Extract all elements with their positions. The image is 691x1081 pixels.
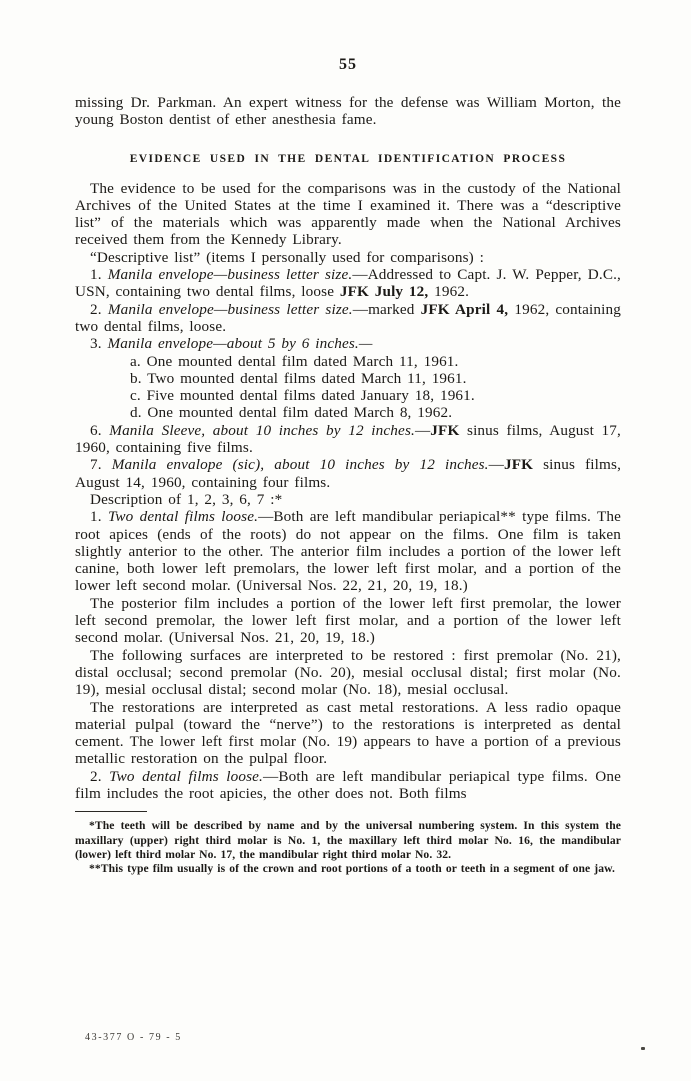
description-item-2 — [75, 768, 621, 803]
paragraph-evidence-custody: The evidence to be used for the comparisons was in the custody of the National Archives of the United States at the time I examined it. There was a “descriptive list” of the materials which was apparently made when the National Archives received them from the Kennedy Library. — [75, 179, 621, 249]
item-dash: — — [488, 456, 504, 474]
paragraph-restorations: The restorations are interpreted as cast metal restorations. A less radio opaque material pulpal (toward the “nerve”) to the restorations is interpreted as dental cement. The lower left first molar (No. 19) appears to have a portion of a previous metallic restoration on the pulpal floor. — [75, 698, 621, 768]
item-body-text: —Both are left mandibular periapical type films. One film includes the root apicies, the other does not. Both films — [75, 767, 622, 802]
footnote-divider — [75, 811, 147, 812]
list-item-1 — [75, 266, 621, 301]
list-subitem-b: b. Two mounted dental films dated March 11, 1961. — [130, 369, 467, 387]
item-bold-date: JFK July 12, — [339, 283, 429, 301]
item-number: 6. — [90, 421, 110, 439]
list-subitem-c: c. Five mounted dental films dated January 18, 1961. — [130, 387, 475, 405]
item-bold-jfk: JFK — [430, 421, 460, 439]
item-title-italic: Two dental films loose. — [107, 508, 259, 526]
page-number: 55 — [339, 56, 357, 73]
scan-speck — [641, 1047, 645, 1050]
item-text: —marked — [352, 300, 421, 318]
item-text-tail: 1962, containing two dental films, loose. — [75, 300, 621, 335]
description-item-1 — [75, 508, 621, 594]
item-number: 1. — [90, 508, 108, 526]
intro-paragraph: missing Dr. Parkman. An expert witness for the defense was William Morton, the young Boston dentist of ether anesthesia fame. — [75, 94, 621, 129]
list-item-2 — [75, 301, 621, 336]
footnote-2: **This type film usually is of the crown and root portions of a tooth or teeth in a segment of one jaw. — [89, 862, 615, 876]
item-text-tail: sinus films, August 17, 1960, containing five films. — [75, 421, 621, 457]
section-heading: EVIDENCE USED IN THE DENTAL IDENTIFICATION PROCESS — [129, 152, 567, 165]
item-text: —Addressed to Capt. J. W. Pepper, D.C., USN, containing two dental films, loose — [75, 266, 622, 301]
item-number: 1. — [90, 266, 108, 284]
item-number: 2. — [90, 767, 110, 785]
description-label: Description of 1, 2, 3, 6, 7 :* — [90, 490, 283, 508]
list-item-6 — [75, 422, 621, 457]
footnote-1: *The teeth will be described by name and by the universal numbering system. In this system the maxillary (upper) right third molar is No. 1, the maxillary left third molar No. 16, the mandibular (lower) left third molar No. 17, the mandibular right third molar No. 32. — [75, 819, 621, 861]
paragraph-descriptive-list: “Descriptive list” (items I personally used for comparisons) : — [90, 248, 485, 266]
list-item-7 — [75, 456, 621, 491]
list-subitem-a: a. One mounted dental film dated March 11, 1961. — [130, 352, 459, 370]
item-title-italic: Manila envelope—business letter size. — [107, 300, 353, 318]
item-title-italic: Manila envelope—business letter size. — [107, 266, 353, 284]
item-title-italic: Manila envalope (sic), about 10 inches by 12 inches. — [111, 456, 489, 474]
item-title-italic: Manila Sleeve, about 10 inches by 12 inches. — [109, 421, 415, 439]
footnotes-section — [75, 811, 621, 876]
item-title-italic: Two dental films loose. — [109, 767, 263, 785]
item-number: 7. — [90, 456, 112, 474]
item-dash: — — [414, 421, 431, 439]
print-code: 43-377 O - 79 - 5 — [85, 1032, 182, 1043]
item-text-tail: sinus films, August 14, 1960, containing four films. — [75, 456, 622, 491]
item-body-text: —Both are left mandibular periapical** type films. The root apices (ends of the roots) do not appear on the films. One film is taken slightly anterior to the other. The anterior film includes a portion of the lower left canine, both lower left premolars, the lower left first molar, and a portion of the lower left second molar. (Universal Nos. 22, 21, 20, 19, 18.) — [75, 508, 622, 595]
item-number: 2. — [90, 300, 108, 318]
paragraph-posterior-film: The posterior film includes a portion of the lower left first premolar, the lower left second premolar, the lower left first molar, and a portion of the lower left second molar. (Universal Nos. 21, 20, 19, 18.) — [75, 594, 621, 647]
item-text-tail: 1962. — [428, 283, 470, 301]
item-title-italic: Manila envelope—about 5 by 6 inches.— — [107, 335, 373, 353]
list-subitem-d: d. One mounted dental film dated March 8, 1962. — [130, 404, 453, 422]
list-item-3 — [75, 335, 621, 352]
item-bold-date: JFK April 4, — [420, 300, 509, 318]
item-number: 3. — [90, 335, 108, 353]
item-bold-jfk: JFK — [503, 456, 534, 474]
paragraph-restored-surfaces: The following surfaces are interpreted to be restored : first premolar (No. 21), distal occlusal; second premolar (No. 20), mesial occlusal distal; first molar (No. 19), mesial occlusal distal; second molar (No. 18), mesial occlusal. — [75, 646, 621, 699]
